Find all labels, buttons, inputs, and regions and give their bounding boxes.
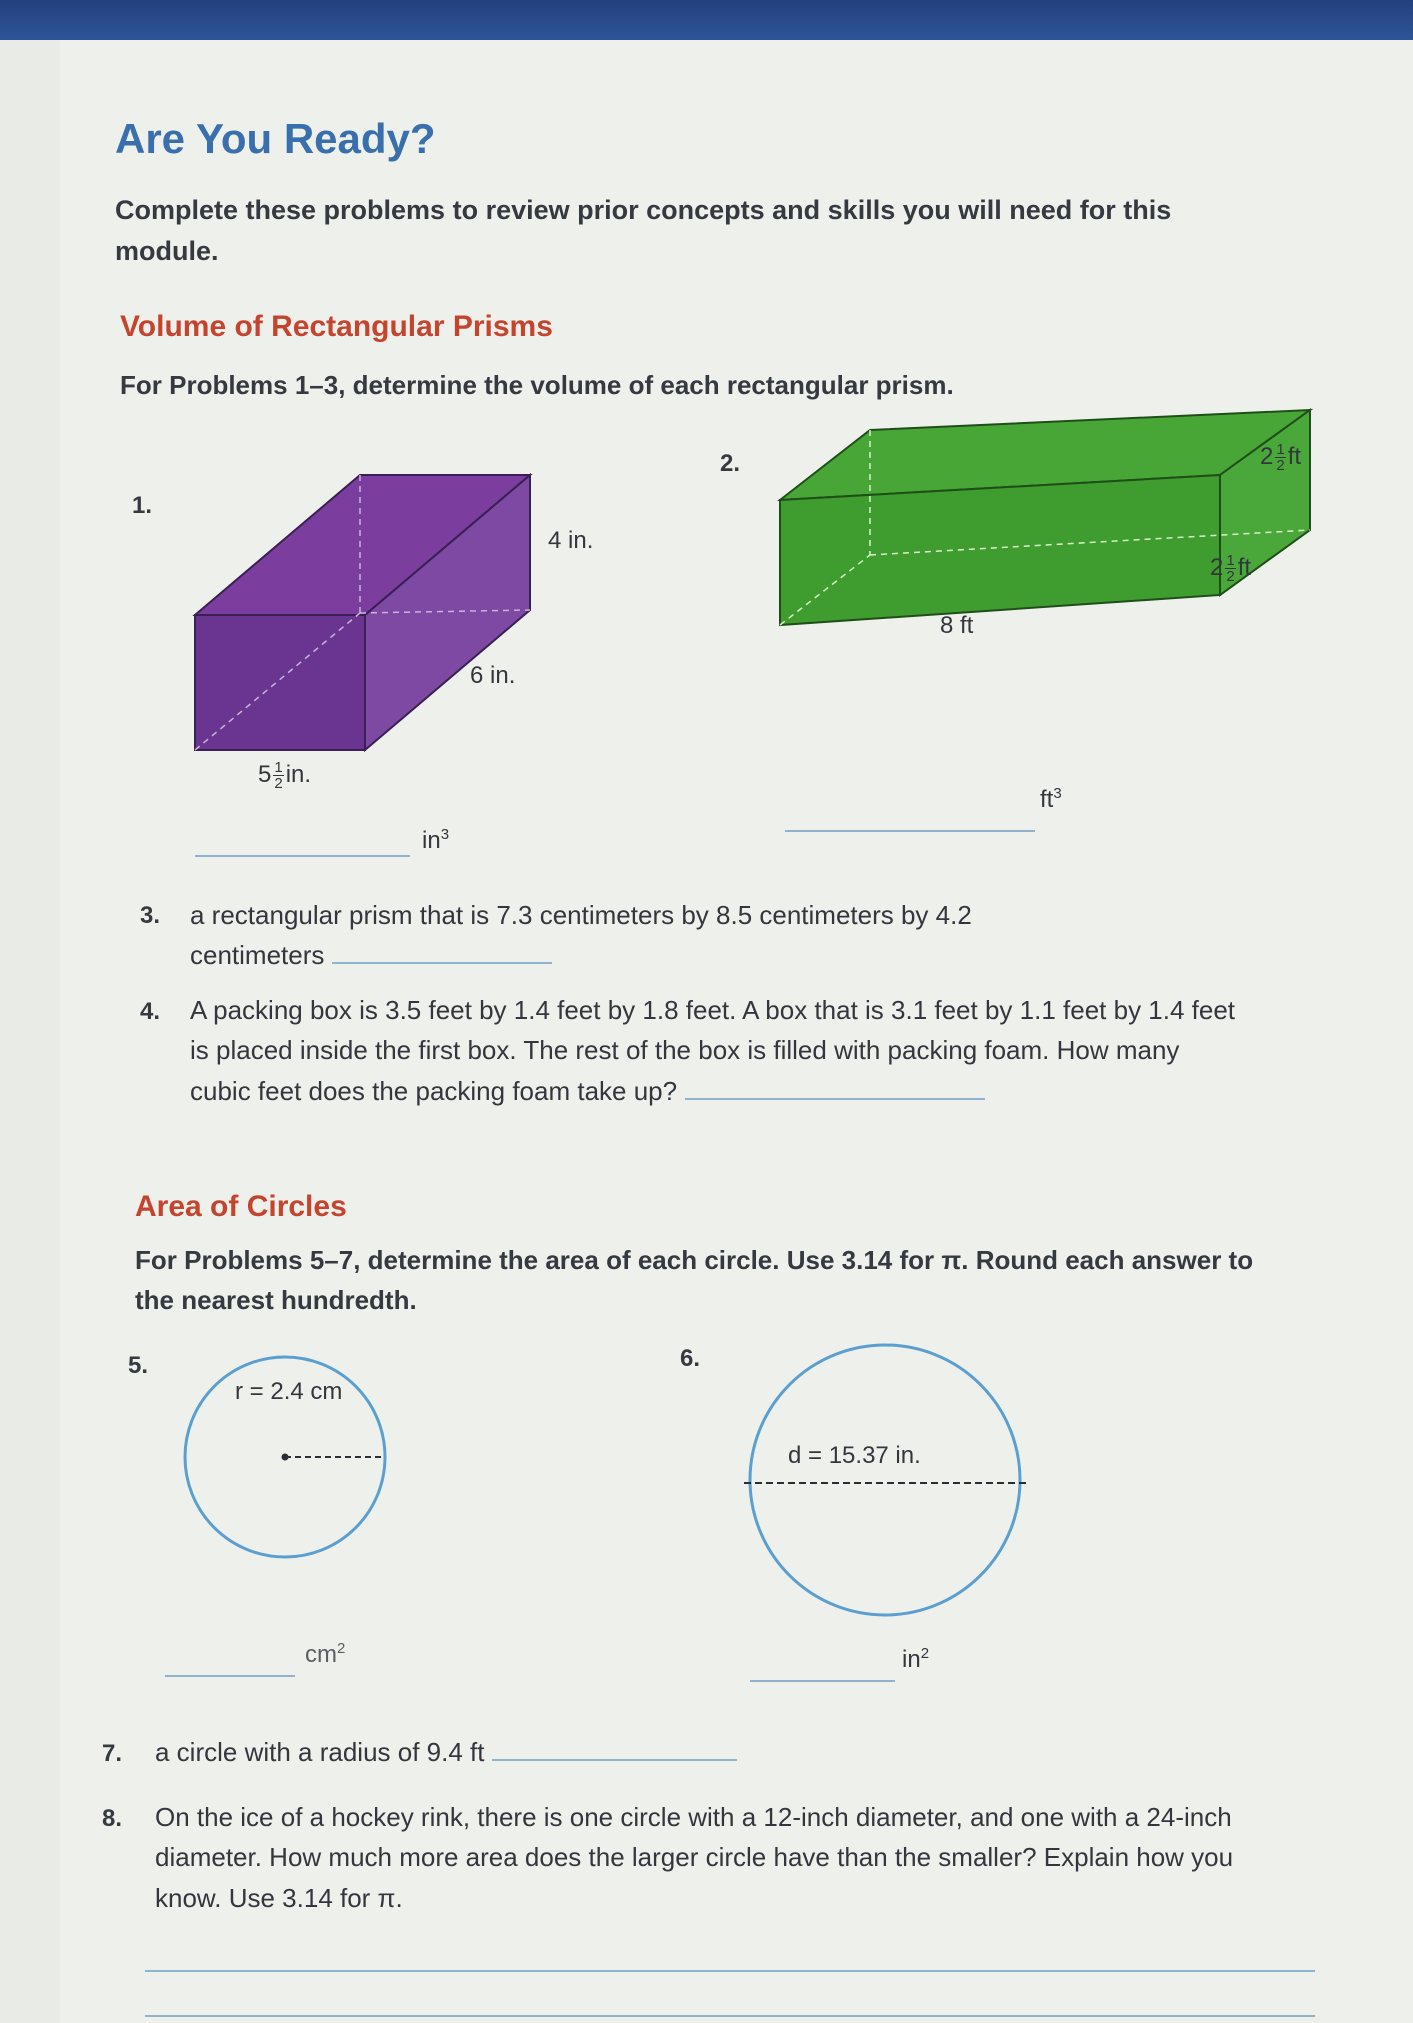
problem-3-text: a rectangular prism that is 7.3 centimeters by 8.5 centimeters by 4.2 centimeters (190, 900, 972, 971)
circle-6 (750, 1345, 1020, 1615)
problem-8-text: On the ice of a hockey rink, there is one circle with a 12-inch diameter, and one with a 24-inch diameter. How much more area does the larger circle have than the smaller? Explain how you know. Use 3.14 for π. (155, 1802, 1234, 1913)
prism1-height-label: 4 in. (548, 527, 594, 554)
problem-8-number: 8. (102, 1805, 123, 1832)
circle-6-diameter-label: d = 15.37 in. (788, 1442, 921, 1469)
problem-1-answer-blank[interactable] (195, 855, 410, 857)
problem-1-answer-unit: $in^3$ (422, 826, 450, 854)
intro-text: Complete these problems to review prior concepts and skills you will need for this module. (115, 195, 1172, 266)
problem-1-number: 1. (132, 492, 153, 519)
problem-2-answer-unit: $ft^3$ (1040, 785, 1062, 813)
problem-8-answer-line-2[interactable] (145, 2015, 1315, 2017)
problem-6-answer-blank[interactable] (750, 1680, 895, 1682)
problem-4-number: 4. (140, 998, 161, 1025)
problem-2-answer-blank[interactable] (785, 830, 1035, 832)
problem-6-number: 6. (680, 1345, 701, 1372)
top-color-band (0, 0, 1413, 40)
problem-4-text: A packing box is 3.5 feet by 1.4 feet by 1.8 feet. A box that is 3.1 feet by 1.1 feet by 1.4 feet is placed inside the first box. The rest of the box is filled with packing foam. How many cubic feet does the packing foam take up? (190, 995, 1236, 1106)
section-heading-area: Area of Circles (135, 1190, 347, 1223)
prism1-depth-label: 6 in. (470, 662, 516, 689)
section-instructions-area: For Problems 5–7, determine the area of each circle. Use 3.14 for π. Round each answer to the nearest hundredth. (135, 1245, 1254, 1316)
purple-prism-figure (185, 465, 625, 775)
problem-2-number: 2. (720, 450, 741, 477)
problem-4-answer-blank[interactable] (685, 1098, 985, 1100)
problem-7-answer-blank[interactable] (492, 1759, 737, 1761)
circle-5-radius-label: r = 2.4 cm (235, 1378, 343, 1405)
prism2-length-label: 8 ft (940, 612, 974, 639)
prism1-length-label: 5 $\frac{1}{2}$ in. (258, 759, 312, 792)
problem-7-number: 7. (102, 1740, 123, 1767)
workbook-page (60, 40, 1413, 2023)
problem-7-text: a circle with a radius of 9.4 ft (155, 1732, 1055, 1772)
prism2-height-label: 2 $\frac{1}{2}$ ft (1260, 441, 1302, 474)
prism2-depth-label: 2 $\frac{1}{2}$ ft (1210, 552, 1252, 585)
section-heading-volume: Volume of Rectangular Prisms (120, 310, 553, 343)
problem-3-answer-blank[interactable] (332, 962, 552, 964)
circle-6-figure (740, 1335, 1030, 1625)
problem-3-number: 3. (140, 902, 161, 929)
problem-5-answer-unit: $cm^2$ (305, 1640, 346, 1668)
problem-8-answer-line-1[interactable] (145, 1970, 1315, 1972)
page-title: Are You Ready? (115, 115, 436, 162)
problem-6-answer-unit: $in^2$ (902, 1645, 930, 1673)
section-instructions-volume: For Problems 1–3, determine the volume of each rectangular prism. (120, 370, 954, 400)
problem-5-answer-blank[interactable] (165, 1675, 295, 1677)
green-prism-figure (770, 400, 1330, 640)
problem-5-number: 5. (128, 1352, 149, 1379)
prism2-front-face (780, 475, 1220, 625)
prism1-front-face (195, 615, 365, 750)
